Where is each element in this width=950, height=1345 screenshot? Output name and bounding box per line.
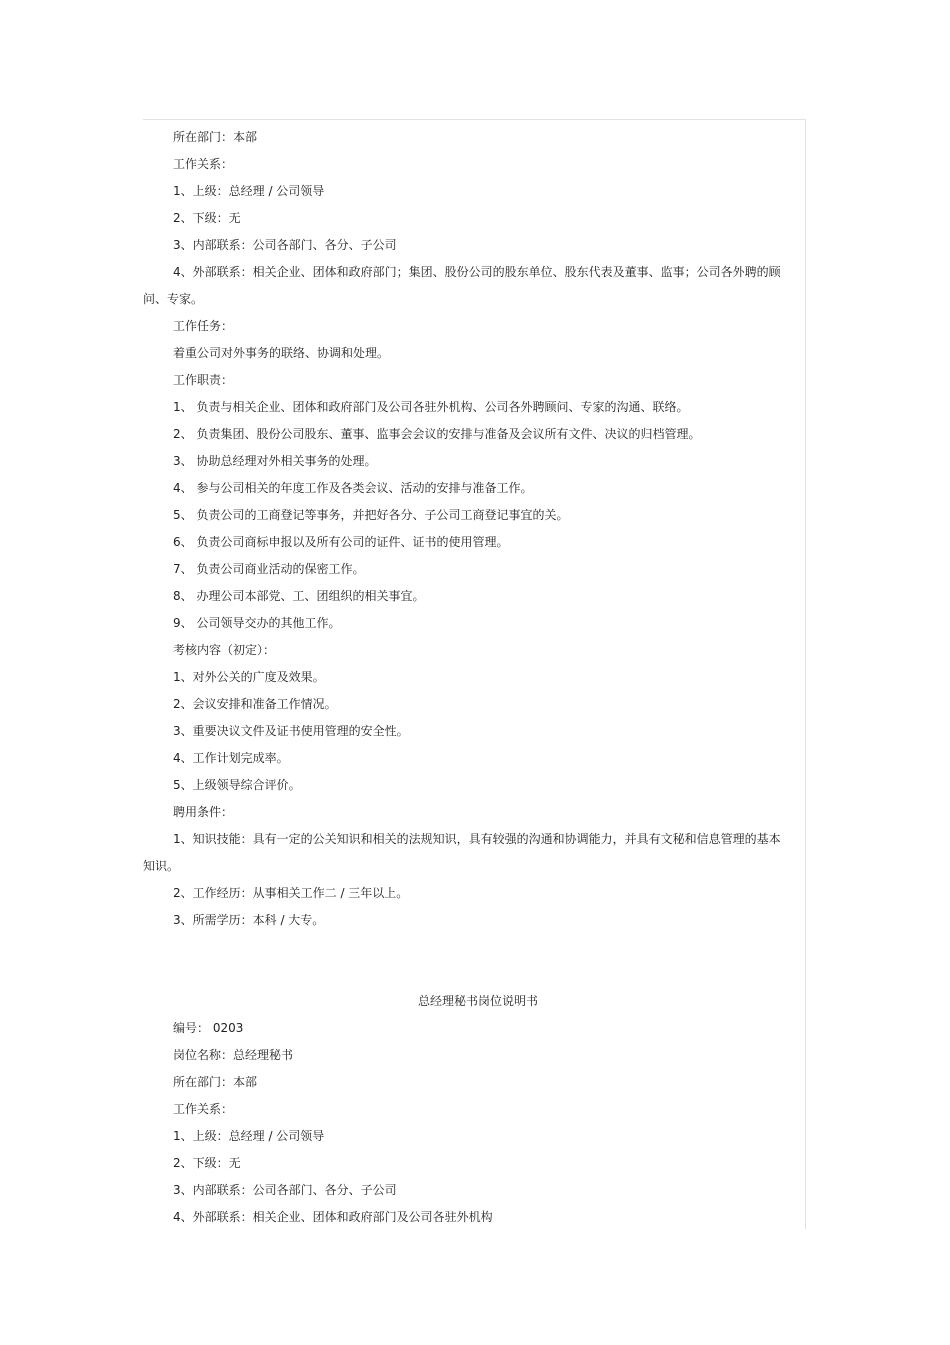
text-line: 1、上级：总经理 / 公司领导 bbox=[173, 1129, 325, 1143]
text-line: 1、对外公关的广度及效果。 bbox=[173, 670, 325, 684]
text-line: 9、 公司领导交办的其他工作。 bbox=[173, 616, 341, 630]
text-paragraph: 1、知识技能：具有一定的公关知识和相关的法规知识，具有较强的沟通和协调能力，并具有文秘和信息管理的基本知识。 bbox=[143, 832, 781, 873]
text-line: 4、 参与公司相关的年度工作及各类会议、活动的安排与准备工作。 bbox=[173, 481, 533, 495]
text-line: 2、下级：无 bbox=[173, 1156, 241, 1170]
text-line: 2、工作经历：从事相关工作二 / 三年以上。 bbox=[173, 886, 409, 900]
text-line: 岗位名称：总经理秘书 bbox=[173, 1048, 294, 1062]
text-line: 3、 协助总经理对外相关事务的处理。 bbox=[173, 454, 377, 468]
text-line: 4、外部联系：相关企业、团体和政府部门及公司各驻外机构 bbox=[173, 1210, 493, 1224]
text-line: 7、 负责公司商业活动的保密工作。 bbox=[173, 562, 365, 576]
text-line: 3、内部联系：公司各部门、各分、子公司 bbox=[173, 238, 397, 252]
text-line: 3、所需学历：本科 / 大专。 bbox=[173, 913, 325, 927]
text-line: 2、下级：无 bbox=[173, 211, 241, 225]
text-line: 2、 负责集团、股份公司股东、董事、监事会会议的安排与准备及会议所有文件、决议的归档管理。 bbox=[173, 427, 701, 441]
text-line: 工作关系： bbox=[173, 157, 234, 171]
text-line: 考核内容（初定）： bbox=[173, 643, 276, 657]
text-line: 5、 负责公司的工商登记等事务，并把好各分、子公司工商登记事宜的关。 bbox=[173, 508, 569, 522]
text-line: 着重公司对外事务的联络、协调和处理。 bbox=[173, 346, 390, 360]
text-line: 4、工作计划完成率。 bbox=[173, 751, 289, 765]
text-line: 所在部门：本部 bbox=[173, 130, 258, 144]
text-line: 2、会议安排和准备工作情况。 bbox=[173, 697, 337, 711]
text-line: 工作关系： bbox=[173, 1102, 234, 1116]
section-gap bbox=[143, 934, 783, 988]
text-line: 所在部门：本部 bbox=[173, 1075, 258, 1089]
text-line: 5、上级领导综合评价。 bbox=[173, 778, 301, 792]
text-line: 1、 负责与相关企业、团体和政府部门及公司各驻外机构、公司各外聘顾问、专家的沟通、联络。 bbox=[173, 400, 689, 414]
text-line: 编号： 0203 bbox=[173, 1021, 244, 1035]
text-line: 3、内部联系：公司各部门、各分、子公司 bbox=[173, 1183, 397, 1197]
text-line: 工作任务： bbox=[173, 319, 234, 333]
text-line: 6、 负责公司商标申报以及所有公司的证件、证书的使用管理。 bbox=[173, 535, 509, 549]
text-line: 聘用条件： bbox=[173, 805, 234, 819]
text-line: 8、 办理公司本部党、工、团组织的相关事宜。 bbox=[173, 589, 425, 603]
document-content bbox=[143, 124, 783, 1231]
text-line: 1、上级：总经理 / 公司领导 bbox=[173, 184, 325, 198]
text-line: 3、重要决议文件及证书使用管理的安全性。 bbox=[173, 724, 409, 738]
document-title: 总经理秘书岗位说明书 bbox=[417, 994, 538, 1008]
text-line: 工作职责： bbox=[173, 373, 234, 387]
text-paragraph: 4、外部联系：相关企业、团体和政府部门；集团、股份公司的股东单位、股东代表及董事、监事；公司各外聘的顾问、专家。 bbox=[143, 265, 781, 306]
